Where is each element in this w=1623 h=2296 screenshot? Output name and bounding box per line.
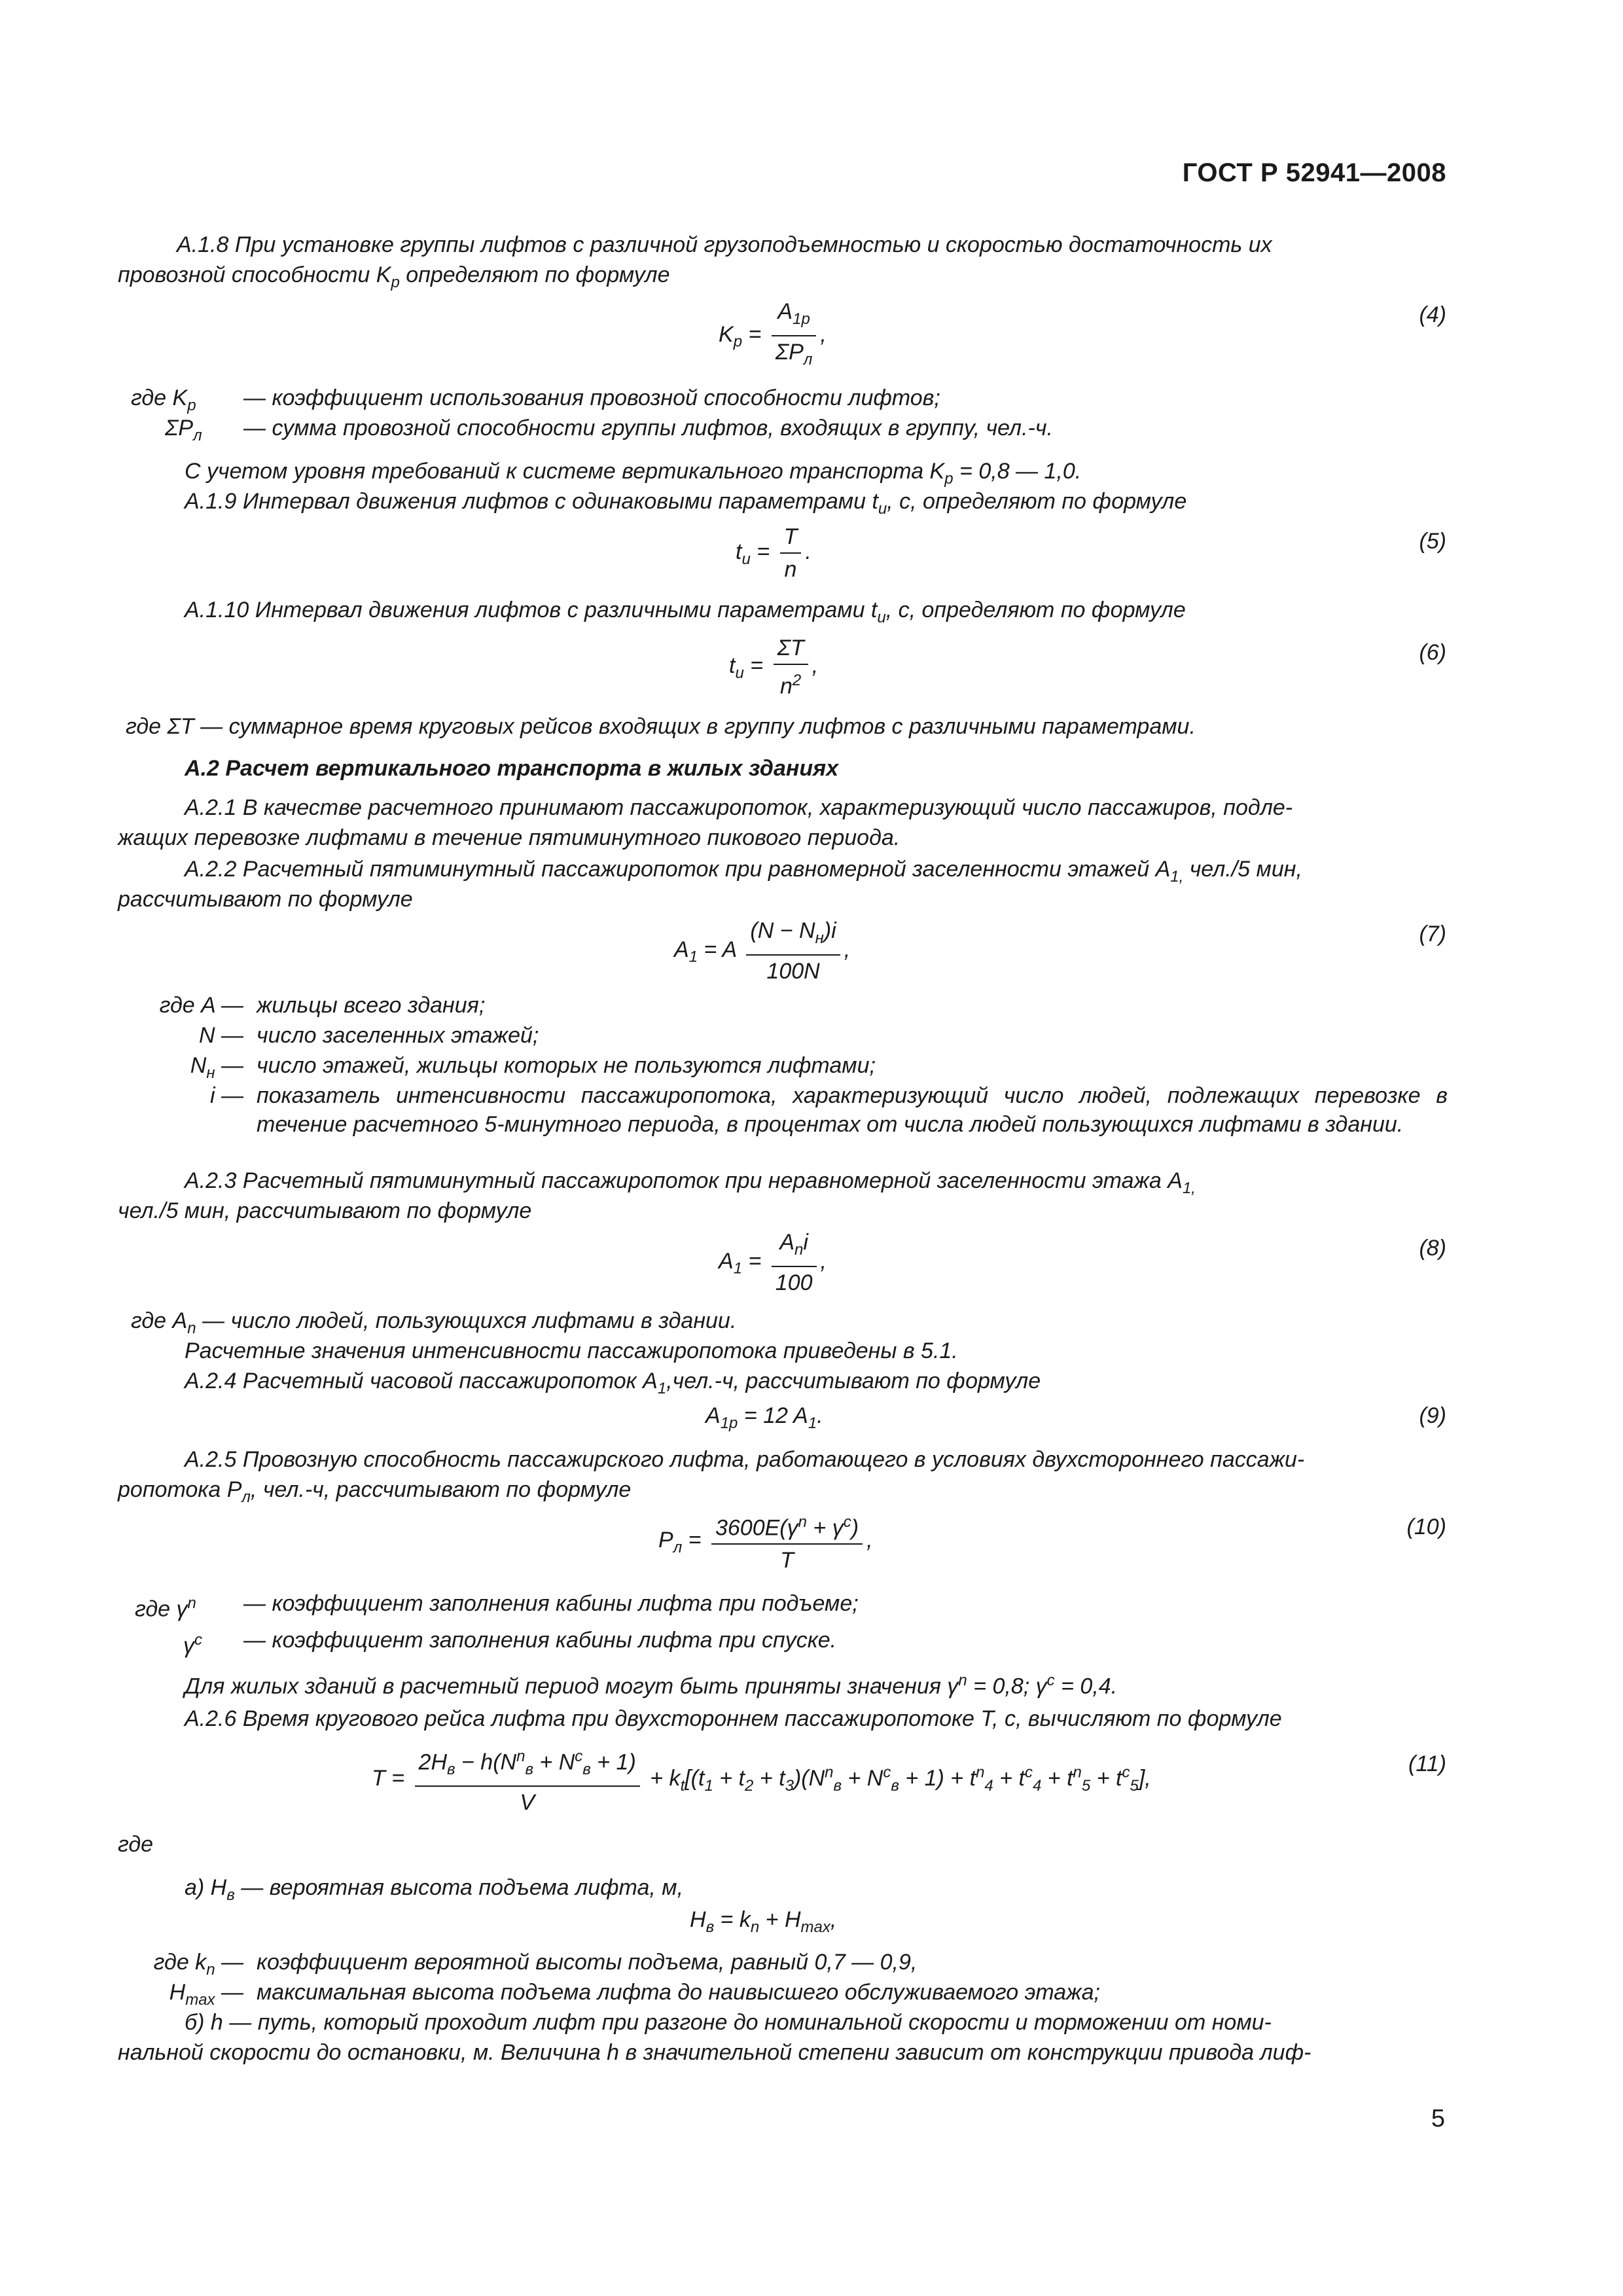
where12-term1: где $k_n$ — (153, 1950, 243, 1979)
where7-term1: где A — (159, 993, 243, 1018)
equation-number-11: (11) (1408, 1751, 1446, 1776)
paragraph-a225-line1: А.2.5 Провозную способность пассажирского лифта, работающего в условиях двухстороннего пассажи- (185, 1447, 1305, 1472)
formula-10: $P_л$ = $\frac{3600E(\gamma^n + \gamma^c)}{T}$ , (658, 1507, 873, 1576)
formula-height: $H_в = k_n + H_{max}$, (690, 1907, 837, 1936)
equation-number-5: (5) (1419, 529, 1446, 554)
paragraph-a226: А.2.6 Время кругового рейса лифта при двухстороннем пассажиропотоке T, c, вычисляют по формуле (185, 1706, 1282, 1731)
paragraph-a225-line2: ропотока $P_л$, чел.-ч, рассчитывают по формуле (118, 1477, 632, 1506)
paragraph-a221-line1: А.2.1 В качестве расчетного принимают пассажиропоток, характеризующий число пассажиров, подле- (185, 795, 1293, 820)
equation-number-7: (7) (1419, 922, 1446, 946)
formula-11: T = $\frac{2H_в - h(N^n_в + N^c_в + 1)}{V}$ + $k_t[(t_1 + t_2 + t_3)(N^n_в + N^c_в + 1) + t^n_4 + t^c_4 + t^n_5 + t^c_5]$, (372, 1741, 1151, 1818)
paragraph-a18-line2: провозной способности $K_p$ определяют по формуле (118, 262, 670, 291)
paragraph-a224: А.2.4 Расчетный часовой пассажиропоток $A_1,чел.-ч$, рассчитывают по формуле (185, 1369, 1041, 1397)
where7-desc1: жильцы всего здания; (257, 993, 486, 1018)
page-number: 5 (1431, 2105, 1445, 2132)
paragraph-item-a: а) $H_в$ — вероятная высота подъема лифта, м, (185, 1875, 684, 1904)
where4-term1: где $K_p$ (131, 386, 196, 414)
where10-desc1: — коэффициент заполнения кабины лифта при подъеме; (243, 1591, 859, 1616)
equation-number-10: (10) (1406, 1515, 1446, 1539)
where11-label: где (118, 1832, 154, 1857)
where6: где ΣT — суммарное время круговых рейсов входящих в группу лифтов с различными параметрами. (126, 714, 1196, 739)
where4-term2: $\Sigma P_л$ (165, 416, 202, 444)
paragraph-a110: А.1.10 Интервал движения лифтов с различными параметрами $t_u$, c, определяют по формуле (185, 598, 1186, 626)
equation-number-4: (4) (1419, 302, 1446, 327)
paragraph-a18-line1: А.1.8 При установке группы лифтов с различной грузоподъемностью и скоростью достаточность их (177, 232, 1272, 257)
equation-number-9: (9) (1419, 1403, 1446, 1428)
where10-desc2: — коэффициент заполнения кабины лифта при спуске. (243, 1628, 837, 1653)
section-heading-a2: А.2 Расчет вертикального транспорта в жилых зданиях (185, 756, 839, 781)
paragraph-a222-line2: рассчитывают по формуле (118, 887, 413, 912)
where7-term2: N — (199, 1023, 243, 1048)
where8: где $A_n$ — число людей, пользующихся лифтами в здании. (131, 1308, 737, 1337)
paragraph-a19: А.1.9 Интервал движения лифтов с одинаковыми параметрами $t_u$, c, определяют по формуле (185, 489, 1187, 518)
formula-6: $t_u$ = $\frac{\Sigma T}{n^2}$ , (729, 632, 818, 702)
formula-4: $K_p$ = $\frac{A_{1p}}{\Sigma P_л}$ , (719, 296, 827, 376)
where7-term4: i — (210, 1083, 243, 1108)
where4-desc2: — сумма провозной способности группы лифтов, входящих в группу, чел.-ч. (243, 416, 1053, 440)
paragraph-a222-line1: А.2.2 Расчетный пятиминутный пассажиропоток при равномерной заселенности этажей $A_{1,}$ чел./5 мин, (185, 857, 1302, 886)
where7-desc2: число заселенных этажей; (257, 1023, 539, 1048)
where7-desc4: показатель интенсивности пассажиропотока, характеризующий число людей, подлежащих перевозке в течение расчетного 5-минутного периода, в процентах от числа людей пользующихся лифтами в здании. (257, 1083, 1448, 1137)
paragraph-a221-line2: жащих перевозке лифтами в течение пятиминутного пикового периода. (118, 825, 901, 850)
formula-8: $A_1$ = $\frac{A_ni}{100}$ , (719, 1227, 827, 1299)
where7-term3: $N_н$ — (190, 1053, 243, 1082)
equation-number-6: (6) (1419, 640, 1446, 665)
where10-term2: $\gamma^c$ (183, 1631, 202, 1659)
formula-9: $A_{1p} = 12$ $A_1$. (705, 1403, 823, 1432)
formula-5: $t_u$ = $\frac{T}{n}$ . (736, 521, 812, 585)
where12-desc2: максимальная высота подъема лифта до наивысшего обслуживаемого этажа; (257, 1980, 1100, 2005)
where12-term2: $H_{max}$ — (169, 1980, 243, 2009)
paragraph-a223-line2: чел./5 мин, рассчитывают по формуле (118, 1198, 532, 1223)
where12-desc1: коэффициент вероятной высоты подъема, равный 0,7 — 0,9, (257, 1950, 918, 1975)
standard-header: ГОСТ Р 52941—2008 (1182, 158, 1446, 187)
where4-desc1: — коэффициент использования провозной способности лифтов; (243, 386, 940, 410)
paragraph-item-b-line2: нальной скорости до остановки, м. Величина h в значительной степени зависит от конструкции привода лиф- (118, 2040, 1311, 2065)
formula-7: $A_1 = A$ $\frac{(N - N_н)i}{100N}$ , (674, 915, 850, 987)
paragraph-calc-values: Расчетные значения интенсивности пассажиропотока приведены в 5.1. (185, 1338, 958, 1363)
where7-desc3: число этажей, жильцы которых не пользуются лифтами; (257, 1053, 876, 1078)
paragraph-requirements: С учетом уровня требований к системе вертикального транспорта $K_p = 0,8$ — 1,0. (185, 459, 1082, 488)
equation-number-8: (8) (1419, 1236, 1446, 1261)
paragraph-item-b-line1: б) h — путь, который проходит лифт при разгоне до номинальной скорости и торможении от номи- (185, 2010, 1272, 2035)
paragraph-a223-line1: А.2.3 Расчетный пятиминутный пассажиропоток при неравномерной заселенности этажа $A_{1,}$ (185, 1168, 1196, 1197)
where10-term1: где $\gamma^n$ (135, 1594, 196, 1622)
paragraph-residential-values: Для жилых зданий в расчетный период могут быть приняты значения $\gamma^n = 0,8$; $\gamma^c = 0,4$. (185, 1672, 1118, 1699)
